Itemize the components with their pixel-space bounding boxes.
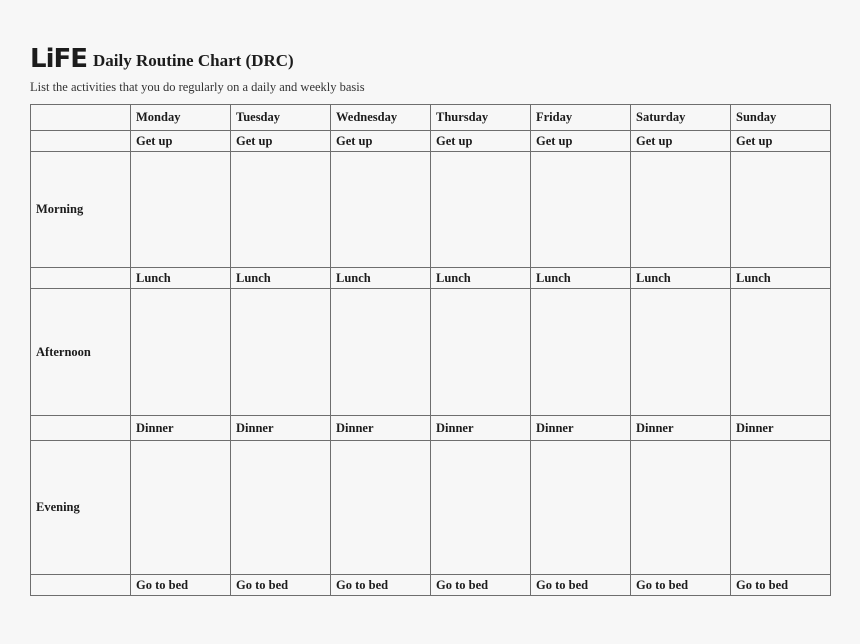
day-header-wednesday: Wednesday [331,105,431,131]
evening-row [31,441,831,575]
period-label-afternoon: Afternoon [31,289,131,416]
lunch-cell-wednesday: Lunch [331,268,431,289]
evening-cell-monday[interactable] [131,441,231,575]
dinner-cell-tuesday: Dinner [231,416,331,441]
marker-label-cell [31,131,131,152]
dinner-cell-friday: Dinner [531,416,631,441]
bed-cell-wednesday: Go to bed [331,575,431,596]
evening-cell-tuesday[interactable] [231,441,331,575]
morning-row [31,152,831,268]
dinner-row [31,416,831,441]
dinner-cell-sunday: Dinner [731,416,831,441]
morning-cell-tuesday[interactable] [231,152,331,268]
morning-cell-monday[interactable] [131,152,231,268]
get-up-cell-tuesday: Get up [231,131,331,152]
dinner-cell-thursday: Dinner [431,416,531,441]
page-title: Daily Routine Chart (DRC) [93,51,294,70]
day-header-tuesday: Tuesday [231,105,331,131]
day-header-saturday: Saturday [631,105,731,131]
bed-cell-friday: Go to bed [531,575,631,596]
marker-label-cell [31,575,131,596]
bed-cell-thursday: Go to bed [431,575,531,596]
evening-cell-saturday[interactable] [631,441,731,575]
morning-cell-friday[interactable] [531,152,631,268]
life-logo: LiFE [30,44,88,74]
dinner-cell-monday: Dinner [131,416,231,441]
lunch-cell-saturday: Lunch [631,268,731,289]
afternoon-cell-saturday[interactable] [631,289,731,416]
morning-cell-saturday[interactable] [631,152,731,268]
day-header-row [31,105,831,131]
bed-cell-tuesday: Go to bed [231,575,331,596]
bed-cell-sunday: Go to bed [731,575,831,596]
dinner-cell-saturday: Dinner [631,416,731,441]
evening-cell-wednesday[interactable] [331,441,431,575]
afternoon-cell-tuesday[interactable] [231,289,331,416]
day-header-sunday: Sunday [731,105,831,131]
lunch-cell-sunday: Lunch [731,268,831,289]
corner-cell [31,105,131,131]
lunch-cell-thursday: Lunch [431,268,531,289]
afternoon-cell-friday[interactable] [531,289,631,416]
afternoon-cell-monday[interactable] [131,289,231,416]
get-up-row [31,131,831,152]
marker-label-cell [31,416,131,441]
dinner-cell-wednesday: Dinner [331,416,431,441]
day-header-friday: Friday [531,105,631,131]
marker-label-cell [31,268,131,289]
routine-chart-table [30,104,831,596]
get-up-cell-saturday: Get up [631,131,731,152]
get-up-cell-wednesday: Get up [331,131,431,152]
period-label-morning: Morning [31,152,131,268]
page-subtitle: List the activities that you do regularly on a daily and weekly basis [30,80,365,94]
lunch-cell-friday: Lunch [531,268,631,289]
get-up-cell-monday: Get up [131,131,231,152]
afternoon-row [31,289,831,416]
lunch-row [31,268,831,289]
morning-cell-wednesday[interactable] [331,152,431,268]
evening-cell-friday[interactable] [531,441,631,575]
bed-cell-saturday: Go to bed [631,575,731,596]
afternoon-cell-wednesday[interactable] [331,289,431,416]
day-header-monday: Monday [131,105,231,131]
bed-cell-monday: Go to bed [131,575,231,596]
header [30,38,294,72]
lunch-cell-tuesday: Lunch [231,268,331,289]
evening-cell-thursday[interactable] [431,441,531,575]
morning-cell-sunday[interactable] [731,152,831,268]
afternoon-cell-sunday[interactable] [731,289,831,416]
get-up-cell-sunday: Get up [731,131,831,152]
morning-cell-thursday[interactable] [431,152,531,268]
evening-cell-sunday[interactable] [731,441,831,575]
go-to-bed-row [31,575,831,596]
lunch-cell-monday: Lunch [131,268,231,289]
period-label-evening: Evening [31,441,131,575]
afternoon-cell-thursday[interactable] [431,289,531,416]
day-header-thursday: Thursday [431,105,531,131]
get-up-cell-thursday: Get up [431,131,531,152]
get-up-cell-friday: Get up [531,131,631,152]
